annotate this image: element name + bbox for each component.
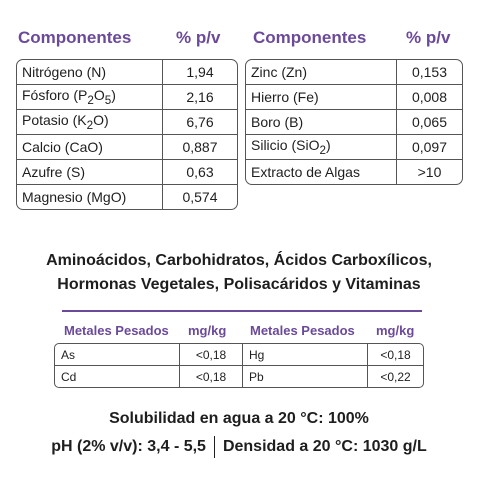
component-value: 0,008 <box>397 85 463 110</box>
table-row <box>246 60 462 85</box>
component-name: Boro (B) <box>246 110 397 135</box>
component-value: 1,94 <box>163 60 238 85</box>
other-components-line-2: Hormonas Vegetales, Polisacáridos y Vitaminas <box>57 276 421 293</box>
component-name: Silicio (SiO$_2$) <box>246 135 397 160</box>
right-composition-table <box>245 59 463 185</box>
left-header-value: % p/v <box>176 28 221 47</box>
table-row <box>246 160 462 185</box>
heavy-metals-table <box>54 343 424 388</box>
density-text: Densidad a 20 °C: 1030 g/L <box>222 438 427 456</box>
component-value: 0,153 <box>397 60 463 85</box>
component-name: Hierro (Fe) <box>246 85 397 110</box>
metals-header-unit-2: mg/kg <box>376 323 415 338</box>
component-name: Extracto de Algas <box>246 160 397 185</box>
left-header-component: Componentes <box>18 28 132 47</box>
right-header-value: % p/v <box>406 28 451 47</box>
metal-name: Cd <box>55 366 180 388</box>
right-header-component: Componentes <box>253 28 367 47</box>
component-name: Magnesio (MgO) <box>17 185 163 210</box>
solubility-text: Solubilidad en agua a 20 °C: 100% <box>109 410 369 427</box>
metal-name: Pb <box>243 366 368 388</box>
component-name: Zinc (Zn) <box>246 60 397 85</box>
metal-value: <0,18 <box>180 344 243 366</box>
metal-value: <0,22 <box>368 366 424 388</box>
component-value: 0,097 <box>397 135 463 160</box>
ph-text: pH (2% v/v): 3,4 - 5,5 <box>51 438 206 456</box>
table-row <box>55 366 423 388</box>
metal-name: As <box>55 344 180 366</box>
table-row <box>17 160 237 185</box>
table-row <box>17 185 237 210</box>
vertical-separator <box>214 436 215 458</box>
component-value: 0,574 <box>163 185 238 210</box>
table-row <box>17 60 237 85</box>
table-row <box>17 110 237 135</box>
table-row <box>246 135 462 160</box>
component-name: Potasio $(K_2O)$ <box>17 110 163 135</box>
metal-value: <0,18 <box>368 344 424 366</box>
metals-header-unit-1: mg/kg <box>188 323 227 338</box>
table-row <box>246 85 462 110</box>
table-row <box>246 110 462 135</box>
other-components-line-1: Aminoácidos, Carbohidratos, Ácidos Carboxílicos, <box>46 252 432 269</box>
component-name: Azufre (S) <box>17 160 163 185</box>
table-row <box>55 344 423 366</box>
component-value: 2,16 <box>163 85 238 110</box>
metals-header-name-1: Metales Pesados <box>64 323 169 338</box>
table-row <box>17 85 237 110</box>
component-value: 0,065 <box>397 110 463 135</box>
component-name: Fósforo $(P_2O_5)$ <box>17 85 163 110</box>
ph-density-line <box>0 436 478 458</box>
section-divider <box>62 310 422 312</box>
component-value: 0,887 <box>163 135 238 160</box>
metal-name: Hg <box>243 344 368 366</box>
component-value: 6,76 <box>163 110 238 135</box>
table-row <box>17 135 237 160</box>
component-name: Calcio (CaO) <box>17 135 163 160</box>
component-value: >10 <box>397 160 463 185</box>
left-composition-table <box>16 59 238 210</box>
metal-value: <0,18 <box>180 366 243 388</box>
component-name: Nitrógeno (N) <box>17 60 163 85</box>
component-value: 0,63 <box>163 160 238 185</box>
metals-header-name-2: Metales Pesados <box>250 323 355 338</box>
